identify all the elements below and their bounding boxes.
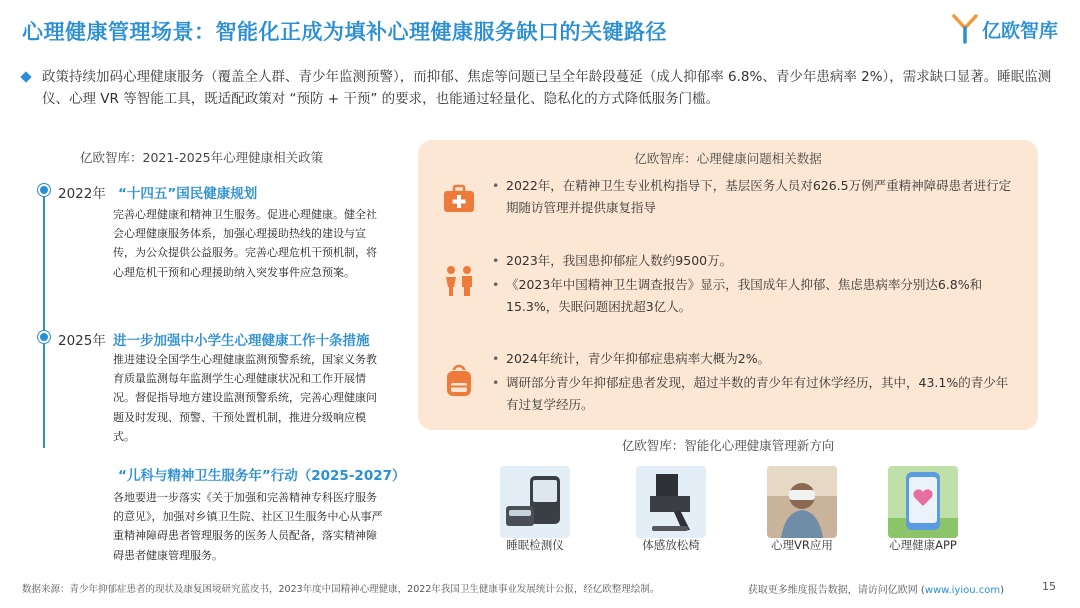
source-note: 数据来源：青少年抑郁症患者的现状及康复困境研究蓝皮书，2023年度中国精神心理健康，2022年我国卫生健康事业发展统计公报，经亿欧整理绘制。 xyxy=(22,584,660,595)
policy-body: 各地要进一步落实《关于加强和完善精神专科医疗服务的意见》，加强对乡镇卫生院、社区卫生服务中心从事严重精神障碍患者管理服务的医务人员配备，落实精神障碍患者健康管理服务。 xyxy=(113,491,383,562)
data-item: • 2023年，我国患抑郁症人数约9500万。 xyxy=(492,253,733,268)
timeline-dot xyxy=(38,184,50,196)
card-label: 睡眠检测仪 xyxy=(506,538,564,552)
policy-title: “十四五”国民健康规划 xyxy=(118,186,258,202)
vr-app-card xyxy=(767,466,837,538)
policy-title: “儿科与精神卫生服务年”行动（2025-2027） xyxy=(118,468,406,484)
sleep-monitor-icon xyxy=(500,466,570,538)
massage-chair-icon xyxy=(636,466,706,538)
timeline-line xyxy=(43,183,45,448)
data-item: • 《2023年中国精神卫生调查报告》显示，我国成年人抑郁、焦虑患病率分别达6.8%和15.3%，失眠问题困扰超3亿人。 xyxy=(492,277,983,314)
data-item: • 调研部分青少年抑郁症患者发现，超过半数的青少年有过休学经历，其中，43.1%的青少年有过复学经历。 xyxy=(492,375,1009,412)
summary-paragraph xyxy=(22,66,1058,110)
contact-note: 获取更多维度报告数据，请访问亿欧网 (www.iyiou.com) xyxy=(747,585,1004,596)
timeline-dot xyxy=(38,331,50,343)
mental-health-app-card xyxy=(888,466,958,538)
diamond-bullet-icon xyxy=(20,71,31,82)
directions-heading: 亿欧智库：智能化心理健康管理新方向 xyxy=(621,438,835,453)
sleep-monitor-card xyxy=(500,466,570,538)
policy-year: 2025年 xyxy=(58,333,106,349)
mobile-app-icon xyxy=(888,466,958,538)
backpack-icon xyxy=(442,364,476,398)
summary-text: 政策持续加码心理健康服务（覆盖全人群、青少年监测预警），而抑郁、焦虑等问题已呈全年龄段蔓延（成人抑郁率 6.8%、青少年患病率 2%），需求缺口显著。睡眠监测仪、心理 VR 等智能工具，既适配政策对 “预防 + 干预” 的要求，也能通过轻量化、隐私化的方式降低服务门槛。 xyxy=(42,69,1052,107)
policy-body: 完善心理健康和精神卫生服务。促进心理健康。健全社会心理健康服务体系，加强心理援助热线的建设与宣传，为公众提供公益服务。完善心理危机干预机制，将心理危机干预和心理援助纳入突发事件应急预案。 xyxy=(113,208,377,279)
massage-chair-card xyxy=(636,466,706,538)
page-title: 心理健康管理场景：智能化正成为填补心理健康服务缺口的关键路径 xyxy=(22,20,667,44)
policy-heading: 亿欧智库：2021-2025年心理健康相关政策 xyxy=(80,150,324,165)
logo-mark-icon xyxy=(952,14,978,44)
policy-year: 2022年 xyxy=(58,186,106,202)
people-icon xyxy=(442,264,476,298)
data-item: • 2024年统计，青少年抑郁症患病率大概为2%。 xyxy=(492,351,771,366)
policy-body: 推进建设全国学生心理健康监测预警系统，国家义务教育质量监测每年监测学生心理健康状况和工作开展情况。督促指导地方建设监测预警系统，完善心理健康问题及时发现、预警、干预处置机制，推进分级响应模式。 xyxy=(113,353,377,443)
brand-logo xyxy=(952,14,1058,44)
policy-title: 进一步加强中小学生心理健康工作十条措施 xyxy=(113,333,370,349)
card-label: 心理健康APP xyxy=(889,538,957,552)
logo-text: 亿欧智库 xyxy=(981,19,1058,42)
page-number: 15 xyxy=(1042,580,1056,593)
medical-kit-icon xyxy=(442,182,476,216)
data-panel-heading: 亿欧智库：心理健康问题相关数据 xyxy=(634,151,822,166)
data-item: • 2022年，在精神卫生专业机构指导下，基层医务人员对626.5万例严重精神障碍患者进行定期随访管理并提供康复指导 xyxy=(492,178,1012,215)
card-label: 心理VR应用 xyxy=(771,538,833,552)
website-link[interactable]: www.iyiou.com xyxy=(924,585,1001,596)
data-panel xyxy=(418,140,1038,430)
vr-headset-icon xyxy=(767,466,837,538)
card-label: 体感放松椅 xyxy=(642,538,700,552)
